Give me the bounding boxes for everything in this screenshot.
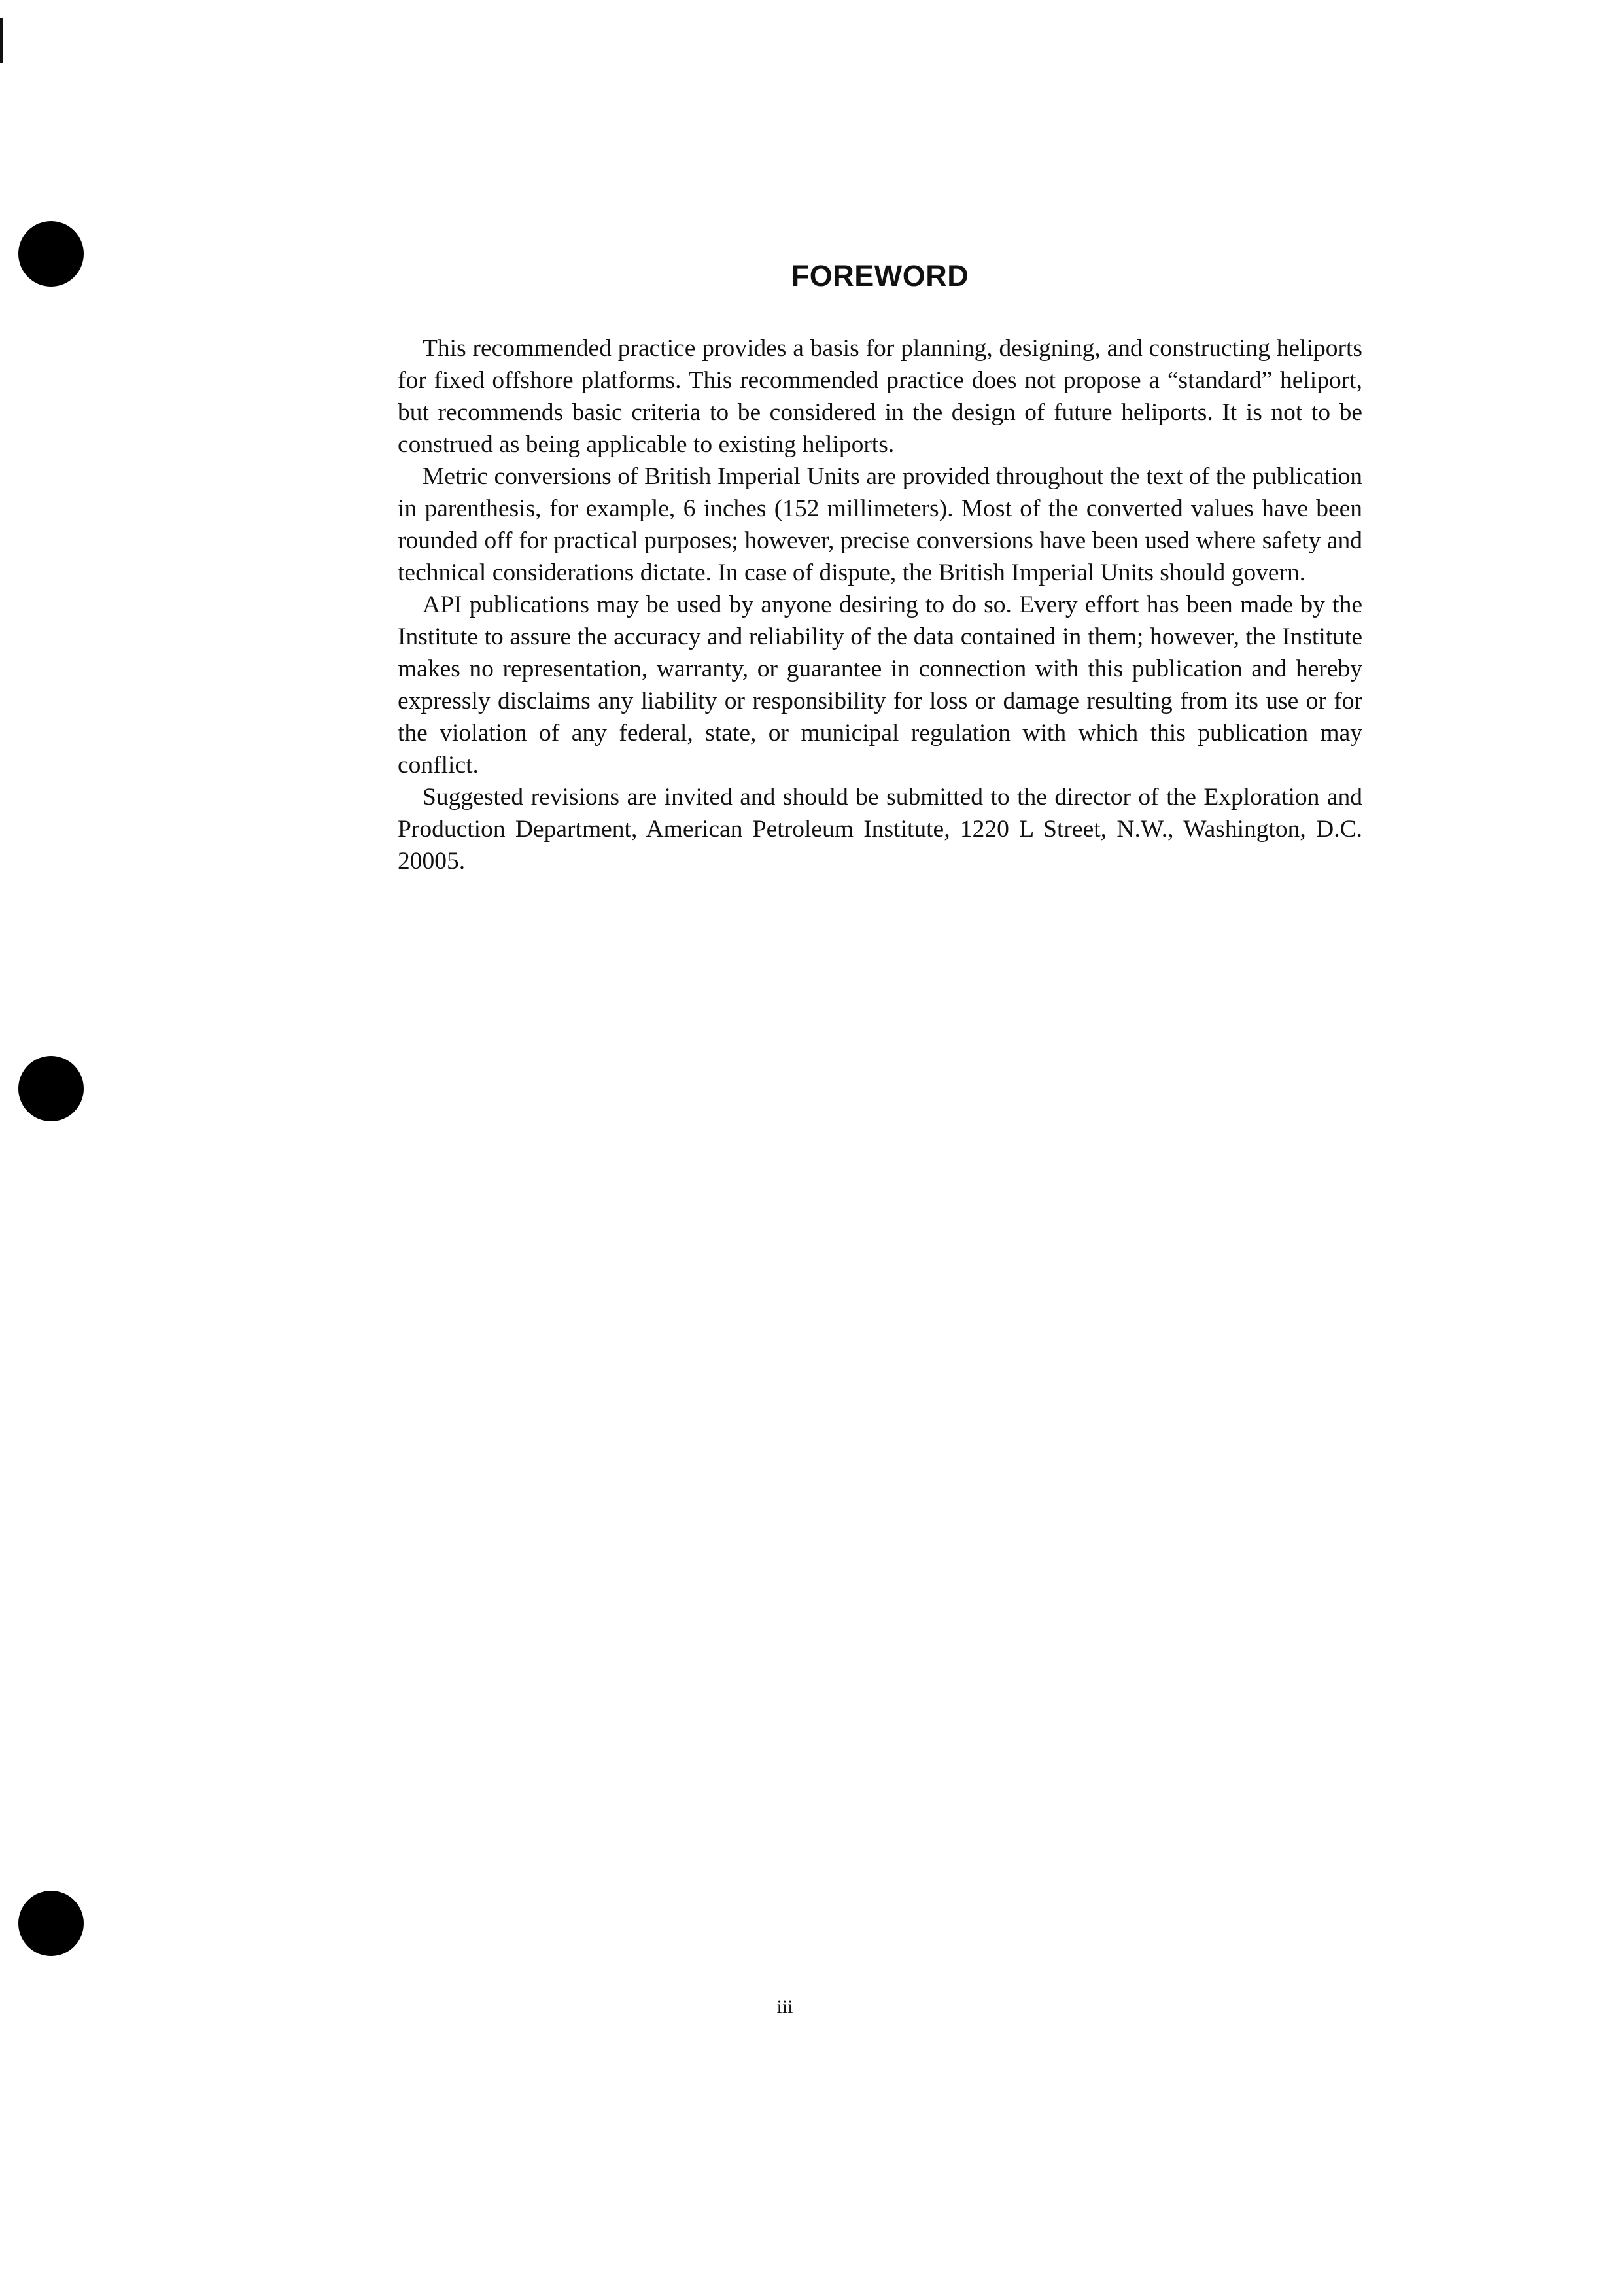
foreword-body bbox=[398, 332, 1362, 877]
page-number: iii bbox=[776, 1996, 793, 2018]
paragraph-revisions: Suggested revisions are invited and should be submitted to the director of the Exploration and Production Department, American Petroleum Institute, 1220 L Street, N.W., Washington, D.C. 20005. bbox=[398, 784, 1362, 875]
scan-edge-mark bbox=[0, 18, 3, 63]
binder-punch-hole-middle bbox=[18, 1056, 84, 1121]
paragraph-metric-conversions: Metric conversions of British Imperial Units are provided throughout the text of the publication in parenthesis, for example, 6 inches (152 millimeters). Most of the converted values have been rounded off for practical purposes; however, precise conversions have been used where safety and technical considerations dictate. In case of dispute, the British Imperial Units should govern. bbox=[398, 463, 1362, 586]
page-title: FOREWORD bbox=[791, 259, 969, 292]
paragraph-disclaimer: API publications may be used by anyone desiring to do so. Every effort has been made by the Institute to assure the accuracy and reliability of the data contained in them; however, the Institute makes no representation, warranty, or guarantee in connection with this publication and hereby expressly disclaims any liability or responsibility for loss or damage resulting from its use or for the violation of any federal, state, or municipal regulation with which this publication may conflict. bbox=[398, 591, 1362, 779]
binder-punch-hole-bottom bbox=[18, 1891, 84, 1956]
binder-punch-hole-top bbox=[18, 221, 84, 287]
paragraph-scope: This recommended practice provides a basis for planning, designing, and constructing heliports for fixed offshore platforms. This recommended practice does not propose a “standard” heliport, but recommends basic criteria to be considered in the design of future heliports. It is not to be construed as being applicable to existing heliports. bbox=[398, 335, 1362, 458]
